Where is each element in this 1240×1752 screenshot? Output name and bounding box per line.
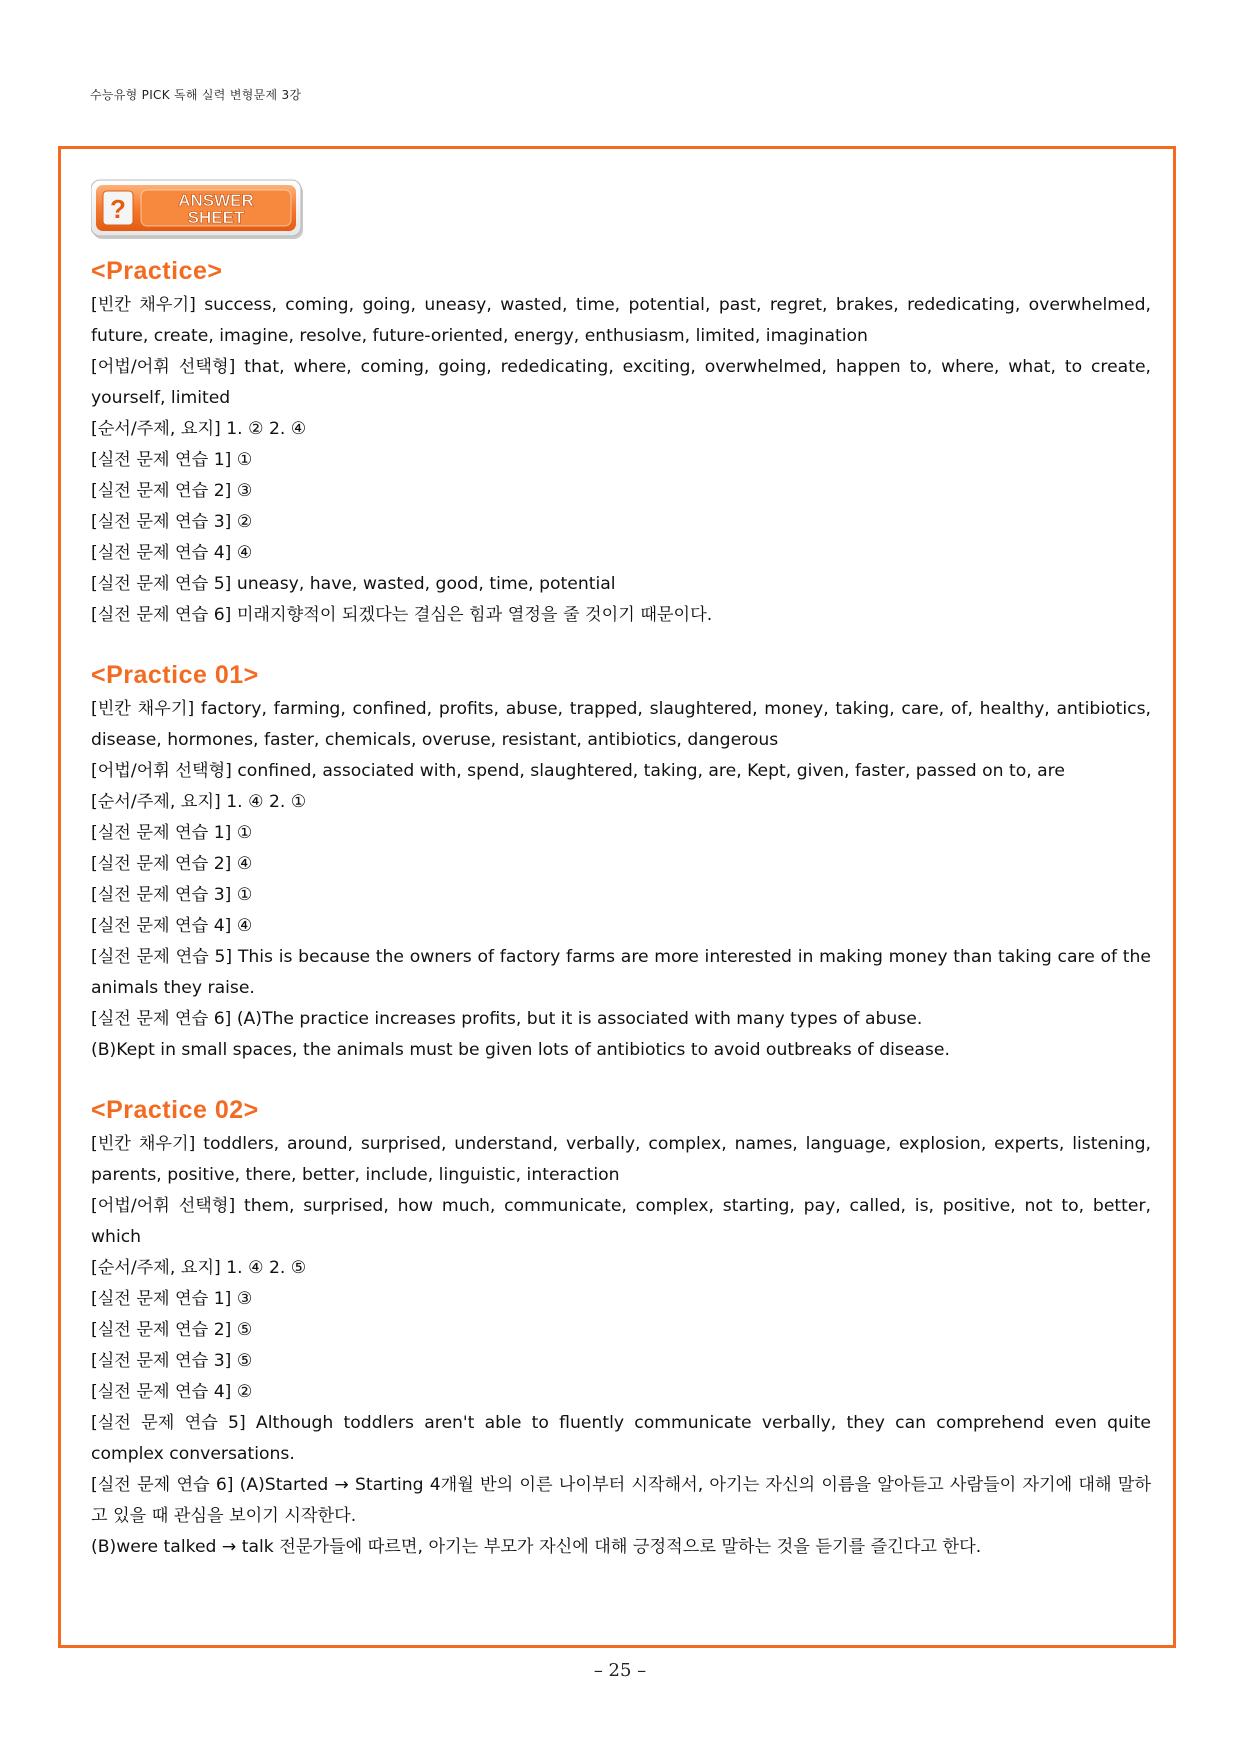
section-practice-02 bbox=[91, 1096, 1151, 1563]
page-number: – 25 – bbox=[593, 1660, 647, 1681]
badge-line1: ANSWER bbox=[178, 191, 254, 210]
page-header: 수능유형 PICK 독해 실력 변형문제 3강 bbox=[90, 88, 302, 102]
answer-line: [실전 문제 연습 2] ⑤ bbox=[91, 1320, 253, 1340]
answer-line: [실전 문제 연습 1] ③ bbox=[91, 1289, 253, 1309]
answer-line: [실전 문제 연습 4] ④ bbox=[91, 543, 253, 563]
answer-sheet-badge bbox=[91, 179, 305, 241]
answer-line: [어법/어휘 선택형] confined, associated with, spend, slaughtered, taking, are, Kept, given, faster, passed on to, are bbox=[91, 761, 1065, 781]
answer-line: [실전 문제 연습 3] ⑤ bbox=[91, 1351, 253, 1371]
answer-line: [실전 문제 연습 4] ② bbox=[91, 1382, 253, 1402]
answer-line: (B)Kept in small spaces, the animals must be given lots of antibiotics to avoid outbreaks of disease. bbox=[91, 1040, 950, 1060]
answer-line: [실전 문제 연습 5] This is because the owners of factory farms are more interested in making money than taking care of the animals they raise. bbox=[91, 947, 1151, 998]
answer-line: [실전 문제 연습 3] ② bbox=[91, 512, 253, 532]
answer-content bbox=[91, 257, 1151, 1593]
answer-line: [실전 문제 연습 3] ① bbox=[91, 885, 253, 905]
answer-line: [순서/주제, 요지] 1. ② 2. ④ bbox=[91, 419, 307, 439]
answer-line: [어법/어휘 선택형] that, where, coming, going, rededicating, exciting, overwhelmed, happen to, where, what, to create, yourself, limited bbox=[91, 357, 1151, 408]
answer-line: [실전 문제 연습 1] ① bbox=[91, 450, 253, 470]
section-practice-01 bbox=[91, 661, 1151, 1066]
answer-line: [실전 문제 연습 2] ④ bbox=[91, 854, 253, 874]
answer-line: (B)were talked → talk 전문가들에 따르면, 아기는 부모가 자신에 대해 긍정적으로 말하는 것을 듣기를 즐긴다고 한다. bbox=[91, 1537, 982, 1557]
answer-line: [어법/어휘 선택형] them, surprised, how much, communicate, complex, starting, pay, called, is, positive, not to, better, which bbox=[91, 1196, 1151, 1247]
answer-line: [실전 문제 연습 6] 미래지향적이 되겠다는 결심은 힘과 열정을 줄 것이기 때문이다. bbox=[91, 605, 713, 625]
section-practice bbox=[91, 257, 1151, 631]
answer-line: [실전 문제 연습 5] Although toddlers aren't able to fluently communicate verbally, they can comprehend even quite complex conversations. bbox=[91, 1413, 1151, 1464]
answer-line: [실전 문제 연습 5] uneasy, have, wasted, good, time, potential bbox=[91, 574, 616, 594]
answer-line: [실전 문제 연습 6] (A)The practice increases profits, but it is associated with many types of abuse. bbox=[91, 1009, 923, 1029]
section-title: <Practice 02> bbox=[91, 1096, 259, 1124]
answer-line: [빈칸 채우기] success, coming, going, uneasy, wasted, time, potential, past, regret, brakes, rededicating, overwhelmed, future, create, imagine, resolve, future-oriented, energy, enthusiasm, limited, imagination bbox=[91, 295, 1151, 346]
question-mark-icon: ? bbox=[110, 194, 126, 224]
answer-line: [빈칸 채우기] toddlers, around, surprised, understand, verbally, complex, names, language, explosion, experts, listening, parents, positive, there, better, include, linguistic, interaction bbox=[91, 1134, 1151, 1185]
answer-line: [실전 문제 연습 1] ① bbox=[91, 823, 253, 843]
section-title: <Practice 01> bbox=[91, 661, 259, 689]
answer-line: [순서/주제, 요지] 1. ④ 2. ① bbox=[91, 792, 307, 812]
answer-line: [빈칸 채우기] factory, farming, confined, profits, abuse, trapped, slaughtered, money, taking, care, of, healthy, antibiotics, disease, hormones, faster, chemicals, overuse, resistant, antibiotics, dangerous bbox=[91, 699, 1151, 750]
answer-line: [실전 문제 연습 4] ④ bbox=[91, 916, 253, 936]
answer-line: [순서/주제, 요지] 1. ④ 2. ⑤ bbox=[91, 1258, 307, 1278]
answer-line: [실전 문제 연습 6] (A)Started → Starting 4개월 반의 이른 나이부터 시작해서, 아기는 자신의 이름을 알아듣고 사람들이 자기에 대해 말하고 있을 때 관심을 보이기 시작한다. bbox=[91, 1475, 1151, 1526]
answer-box bbox=[58, 146, 1176, 1648]
badge-line2: SHEET bbox=[187, 208, 245, 227]
answer-line: [실전 문제 연습 2] ③ bbox=[91, 481, 253, 501]
section-title: <Practice> bbox=[91, 257, 223, 285]
